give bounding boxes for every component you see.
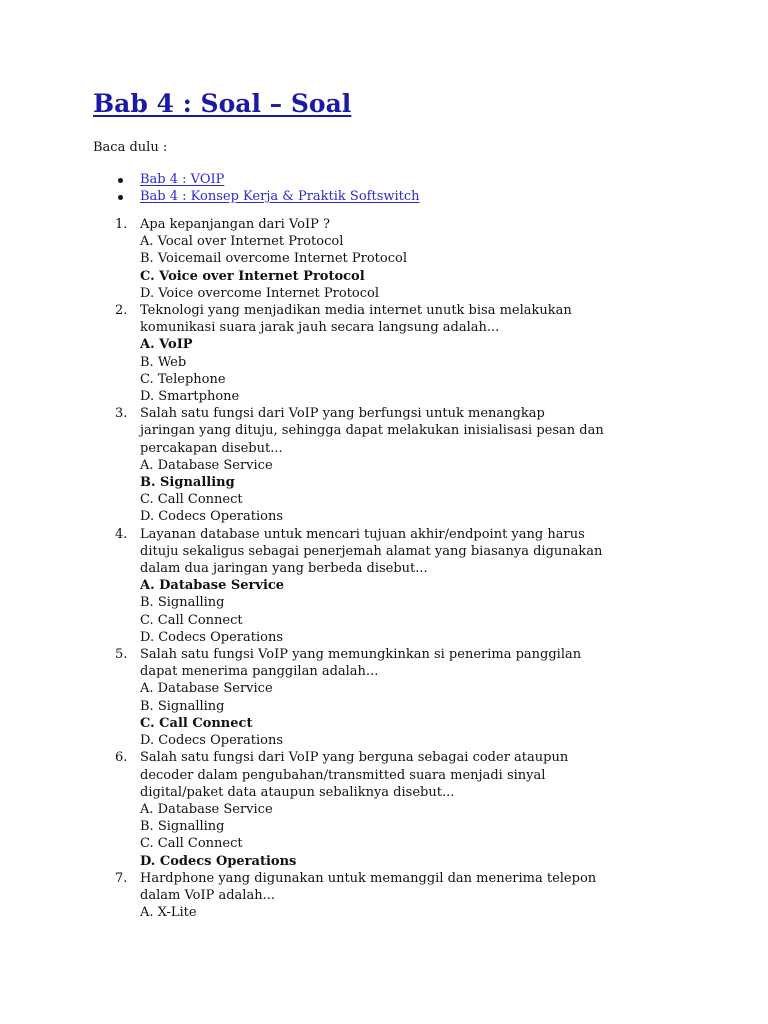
question-item <box>93 526 713 646</box>
intro-text: Baca dulu : <box>93 140 168 155</box>
answer-option: C. Call Connect <box>140 612 243 628</box>
question-list <box>93 216 713 921</box>
question-number: 6. <box>115 750 128 766</box>
answer-option-correct: C. Voice over Internet Protocol <box>140 268 365 284</box>
question-text: Layanan database untuk mencari tujuan akhir/endpoint yang harus <box>140 526 585 542</box>
answer-option-correct: D. Codecs Operations <box>140 853 297 869</box>
question-text: decoder dalam pengubahan/transmitted suara menjadi sinyal <box>140 767 546 783</box>
answer-option: B. Voicemail overcome Internet Protocol <box>140 251 408 267</box>
answer-option: C. Call Connect <box>140 836 243 852</box>
question-number: 5. <box>115 647 128 663</box>
reference-links-list <box>93 171 713 205</box>
question-number: 4. <box>115 526 128 542</box>
question-item <box>93 405 713 525</box>
question-number: 3. <box>115 406 128 422</box>
answer-option: A. Database Service <box>140 801 273 817</box>
question-text: Apa kepanjangan dari VoIP ? <box>140 217 330 232</box>
answer-option: A. Database Service <box>140 681 273 697</box>
question-text: digital/paket data ataupun sebaliknya disebut... <box>140 784 455 800</box>
answer-option: D. Codecs Operations <box>140 629 283 645</box>
link-bab4-softswitch[interactable]: Bab 4 : Konsep Kerja & Praktik Softswitch <box>140 189 420 204</box>
question-text: komunikasi suara jarak jauh secara langsung adalah... <box>140 320 500 336</box>
question-number: 2. <box>115 303 128 319</box>
question-item <box>93 302 713 405</box>
answer-option-correct: A. Database Service <box>140 578 285 594</box>
question-text: dalam dua jaringan yang berbeda disebut... <box>140 561 428 577</box>
question-text: dalam VoIP adalah... <box>140 887 275 903</box>
question-text: Salah satu fungsi dari VoIP yang berguna sebagai coder ataupun <box>140 750 569 766</box>
question-text: Salah satu fungsi VoIP yang memungkinkan si penerima panggilan <box>140 647 582 663</box>
answer-option: A. Database Service <box>140 457 273 473</box>
question-text: dapat menerima panggilan adalah... <box>140 664 379 680</box>
question-text: dituju sekaligus sebagai penerjemah alamat yang biasanya digunakan <box>140 543 603 559</box>
question-text: jaringan yang dituju, sehingga dapat melakukan inisialisasi pesan dan <box>140 423 604 439</box>
answer-option: D. Voice overcome Internet Protocol <box>140 285 380 301</box>
question-item <box>93 216 713 302</box>
answer-option-correct: B. Signalling <box>140 475 235 491</box>
reference-link-item <box>140 171 713 188</box>
question-number: 7. <box>115 870 128 886</box>
answer-option: C. Call Connect <box>140 492 243 508</box>
reference-link-item <box>140 188 713 205</box>
question-text: percakapan disebut... <box>140 440 283 456</box>
answer-option: C. Telephone <box>140 371 226 387</box>
question-text: Hardphone yang digunakan untuk memanggil dan menerima telepon <box>140 870 597 886</box>
answer-option-correct: A. VoIP <box>140 337 193 353</box>
answer-option: B. Signalling <box>140 819 225 835</box>
question-text: Salah satu fungsi dari VoIP yang berfungsi untuk menangkap <box>140 406 545 422</box>
answer-option: A. X-Lite <box>140 905 197 921</box>
answer-option: B. Signalling <box>140 698 225 714</box>
question-number: 1. <box>115 217 128 232</box>
link-bab4-voip[interactable]: Bab 4 : VOIP <box>140 172 225 187</box>
question-text: Teknologi yang menjadikan media internet unutk bisa melakukan <box>140 303 572 319</box>
question-item <box>93 749 713 869</box>
answer-option: D. Codecs Operations <box>140 509 283 525</box>
answer-option: D. Codecs Operations <box>140 733 283 749</box>
answer-option: A. Vocal over Internet Protocol <box>140 234 344 250</box>
answer-option: D. Smartphone <box>140 389 240 405</box>
page-title: Bab 4 : Soal – Soal <box>93 89 352 118</box>
document-page <box>93 86 713 921</box>
question-item <box>93 870 713 922</box>
answer-option: B. Signalling <box>140 595 225 611</box>
question-item <box>93 646 713 749</box>
answer-option-correct: C. Call Connect <box>140 715 253 731</box>
answer-option: B. Web <box>140 354 187 370</box>
